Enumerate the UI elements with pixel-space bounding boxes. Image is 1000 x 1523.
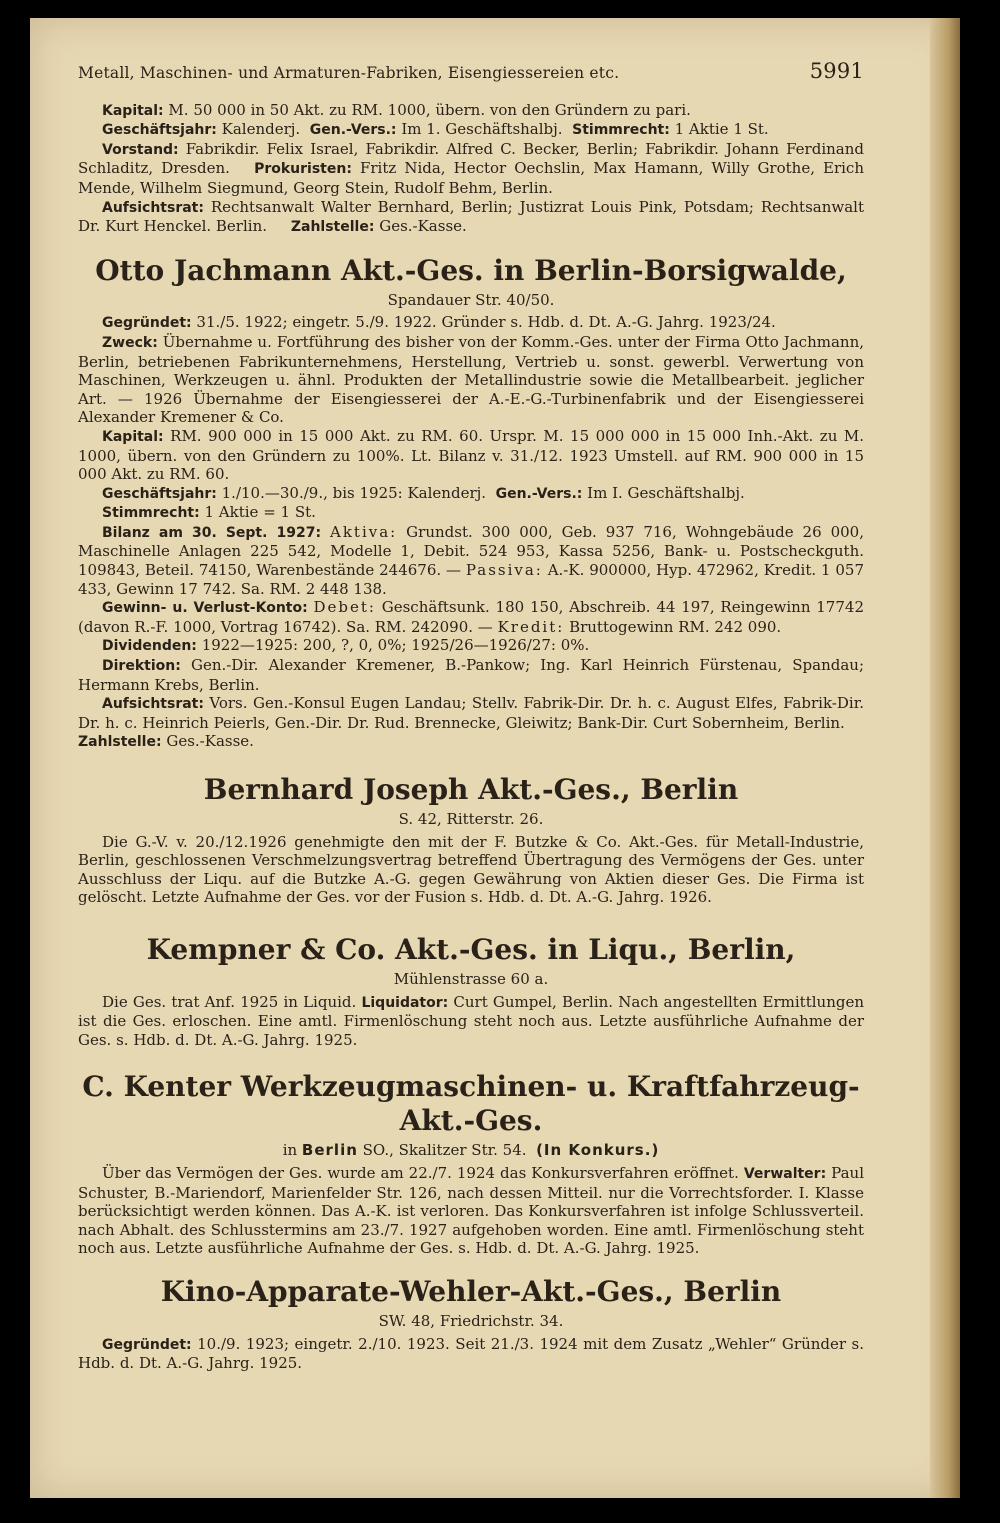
company-title: Kempner & Co. Akt.-Ges. in Liqu., Berlin,	[146, 932, 796, 966]
label: Dividenden:	[102, 638, 197, 655]
label: Zweck:	[102, 334, 158, 351]
label: Aufsichtsrat:	[102, 696, 204, 713]
intro-block	[78, 101, 864, 237]
company-title: Bernhard Joseph Akt.-Ges., Berlin	[203, 773, 739, 806]
label: Gewinn- u. Verlust-Konto:	[102, 600, 308, 617]
label: Vorstand:	[102, 141, 179, 158]
entry-text: Im I. Geschäftshalbj.	[582, 483, 745, 502]
label: Kapital:	[102, 102, 164, 119]
page-edge	[930, 18, 960, 1498]
section-kino-apparate-wehler	[78, 1275, 864, 1373]
entry-text-block	[78, 1164, 864, 1258]
company-address: Spandauer Str. 40/50.	[387, 290, 555, 309]
entry-text: Gen.-Dir. Alexander Kremener, B.-Pankow; Ing. Karl Heinrich Fürstenau, Spandau; Hermann Krebs, Berlin.	[78, 656, 864, 694]
spaced-label: Kredit:	[497, 617, 565, 636]
label: Direktion:	[102, 658, 181, 675]
label: Gen.-Vers.:	[495, 485, 583, 502]
entry-stimmrecht	[78, 503, 864, 523]
spaced-label: Passiva:	[465, 561, 543, 580]
company-address	[78, 1141, 864, 1160]
label: Prokuristen:	[254, 161, 352, 178]
label: Stimmrecht:	[102, 505, 200, 522]
entry-gegruendet	[78, 313, 864, 333]
page-number: 5991	[809, 59, 864, 83]
address-prefix: in	[282, 1141, 302, 1160]
entry-dividenden	[78, 636, 864, 656]
section-kempner	[78, 933, 864, 1049]
spaced-label: Debet:	[313, 598, 376, 617]
company-title: Otto Jachmann Akt.-Ges. in Berlin-Borsigwalde,	[95, 253, 847, 287]
company-address: SW. 48, Friedrichstr. 34.	[378, 1311, 564, 1330]
entry-text: Geschäftsunk. 180 150, Abschreib. 44 197, Reingewinn 17742 (davon R.-F. 1000, Vortrag 16742). Sa. RM. 242090. —	[78, 598, 864, 636]
entry-text: Rechtsanwalt Walter Bernhard, Berlin; Justizrat Louis Pink, Potsdam; Rechtsanwalt Dr. Kurt Henckel. Berlin.	[78, 197, 864, 236]
entry-text: Über das Vermögen der Ges. wurde am 22./7. 1924 das Konkursverfahren eröffnet.	[102, 1163, 739, 1182]
label: Aufsichtsrat:	[102, 199, 204, 216]
entry-text: Bruttogewinn RM. 242 090.	[564, 617, 782, 636]
entry-text: Kalenderj.	[216, 120, 301, 139]
entry-text: Paul Schuster, B.-Mariendorf, Marienfelder Str. 126, nach dessen Mitteil. nur die Vorrechtsforder. I. Klasse berücksichtigt werden können. Das A.-K. ist verloren. Das Konkursverfahren ist infolge Schlussverteil. nach Abhalt. des Schlusstermins am 23./7. 1927 aufgehoben worden. Eine amtl. Firmenlöschung steht noch aus. Letzte ausführliche Aufnahme der Ges. s. Hdb. d. Dt. A.-G. Jahrg. 1925.	[78, 1163, 864, 1258]
entry-kapital	[78, 427, 864, 484]
address-street: SO., Skalitzer Str. 54.	[357, 1141, 527, 1160]
entry-text: Ges.-Kasse.	[161, 732, 254, 751]
entry-aufsichtsrat	[78, 694, 864, 752]
label: Stimmrecht:	[572, 122, 670, 139]
entry-text: A.-K. 900000, Hyp. 472962, Kredit. 1 057 433, Gewinn 17 742. Sa. RM. 2 448 138.	[78, 561, 865, 598]
entry-text: Fabrikdir. Felix Israel, Fabrikdir. Alfred C. Becker, Berlin; Fabrikdir. Johann Ferdinand Schladitz, Dresden.	[78, 139, 864, 178]
entry-text: M. 50 000 in 50 Akt. zu RM. 1000, übern. von den Gründern zu pari.	[163, 100, 691, 119]
label: Liquidator:	[361, 994, 449, 1011]
page-content	[78, 59, 865, 1373]
company-address: Mühlenstrasse 60 a.	[393, 969, 549, 988]
entry-direktion	[78, 656, 864, 694]
intro-kapital	[78, 101, 864, 121]
entry-text: RM. 900 000 in 15 000 Akt. zu RM. 60. Urspr. M. 15 000 000 in 15 000 Inh.-Akt. zu M. 1000, übern. von den Gründern zu 100%. Lt. Bilanz v. 31./12. 1923 Umstell. auf RM. 900 000 in 15 000 Akt. zu RM. 60.	[78, 426, 864, 484]
entry-text: Curt Gumpel, Berlin. Nach angestellten Ermittlungen ist die Ges. erloschen. Eine amtl. Firmenlöschung steht noch aus. Letzte ausführliche Aufnahme der Ges. s. Hdb. d. Dt. A.-G. Jahrg. 1925.	[78, 992, 864, 1049]
entry-geschaeftsjahr	[78, 484, 864, 504]
entry-text-block	[78, 993, 864, 1050]
label: Verwalter:	[743, 1165, 827, 1182]
label: Kapital:	[102, 428, 164, 445]
entry-text: 1 Aktie 1 St.	[669, 120, 769, 139]
entry-text: Übernahme u. Fortführung des bisher von der Komm.-Ges. unter der Firma Otto Jachmann, Berlin, betriebenen Fabrikunternehmens, Herstellung, Vertrieb u. sonst. gewerbl. Verwertung von Maschinen, Werkzeugen u. ähnl. Produkten der Metallindustrie sowie die Metallbearbeit. jeglicher Art. — 1926 Übernahme der Eisengiesserei der A.-E.-G.-Turbinenfabrik und der Eisengiesserei Alexander Kremener & Co.	[78, 332, 864, 427]
running-head-title: Metall, Maschinen- und Armaturen-Fabriken, Eisengiessereien etc.	[78, 64, 620, 82]
section-kenter	[78, 1070, 864, 1258]
entry-text: Ges.-Kasse.	[374, 217, 467, 236]
entry-text: Im 1. Geschäftshalbj.	[396, 120, 563, 139]
address-city: Berlin	[301, 1141, 358, 1160]
label: Gegründet:	[102, 1336, 192, 1353]
company-address: S. 42, Ritterstr. 26.	[398, 810, 544, 828]
entry-gewinn-verlust	[78, 598, 864, 636]
entry-text: 10./9. 1923; eingetr. 2./10. 1923. Seit 21./3. 1924 mit dem Zusatz „Wehler“ Gründer s. Hdb. d. Dt. A.-G. Jahrg. 1925.	[78, 1334, 864, 1373]
label: Zahlstelle:	[78, 734, 162, 751]
label: Bilanz am 30. Sept. 1927:	[102, 524, 322, 541]
label: Geschäftsjahr:	[102, 122, 217, 139]
entry-text: 1922—1925: 200, ?, 0, 0%; 1925/26—1926/27: 0%.	[196, 636, 590, 655]
entry-text: 1 Aktie = 1 St.	[199, 503, 316, 522]
intro-vorstand	[78, 140, 864, 198]
intro-geschaeftsjahr	[78, 120, 864, 140]
entry-text: 31./5. 1922; eingetr. 5./9. 1922. Gründer s. Hdb. d. Dt. A.-G. Jahrg. 1923/24.	[191, 313, 776, 332]
label: Zahlstelle:	[290, 219, 375, 236]
entry-text-block	[78, 1335, 864, 1373]
entry-text-block: Die G.-V. v. 20./12.1926 genehmigte den mit der F. Butzke & Co. Akt.-Ges. für Metall-Industrie, Berlin, geschlossenen Verschmelzungsvertrag betreffend Übertragung des Vermögens der Ges. unter Ausschluss der Liqu. auf die Butzke A.-G. gegen Gewährung von Aktien dieser Ges. Die Firma ist gelöscht. Letzte Aufnahme der Ges. vor der Fusion s. Hdb. d. Dt. A.-G. Jahrg. 1926.	[78, 832, 864, 907]
spaced-label: Aktiva:	[330, 522, 398, 541]
section-otto-jachmann	[78, 254, 864, 752]
running-head	[78, 59, 864, 83]
entry-text: Grundst. 300 000, Geb. 937 716, Wohngebäude 26 000, Maschinelle Anlagen 225 542, Modelle 1, Debit. 524 953, Kassa 5256, Bank- u. Postscheckguth. 109843, Beteil. 74150, Warenbestände 244676. —	[78, 522, 864, 580]
entry-zweck	[78, 333, 864, 427]
company-title: C. Kenter Werkzeugmaschinen- u. Kraftfahrzeug-Akt.-Ges.	[82, 1070, 860, 1138]
entry-text: 1./10.—30./9., bis 1925: Kalenderj.	[216, 483, 487, 502]
label: Geschäftsjahr:	[102, 485, 217, 502]
entry-text: Die Ges. trat Anf. 1925 in Liquid.	[102, 992, 357, 1011]
label: Gen.-Vers.:	[309, 122, 397, 139]
section-bernhard-joseph	[78, 773, 864, 907]
intro-aufsichtsrat	[78, 198, 864, 237]
company-title: Kino-Apparate-Wehler-Akt.-Ges., Berlin	[160, 1274, 782, 1308]
entry-text: Vors. Gen.-Konsul Eugen Landau; Stellv. Fabrik-Dir. Dr. h. c. August Elfes, Fabrik-Dir. Dr. h. c. Heinrich Peierls, Gen.-Dir. Dr. Rud. Brennecke, Gleiwitz; Bank-Dir. Curt Sobernheim, Berlin.	[78, 694, 864, 732]
entry-text: Fritz Nida, Hector Oechslin, Max Hamann, Willy Grothe, Erich Mende, Wilhelm Siegmund, Georg Stein, Rudolf Behm, Berlin.	[78, 159, 864, 197]
label: Gegründet:	[102, 315, 192, 332]
konkurs-note: (In Konkurs.)	[536, 1141, 660, 1160]
entry-bilanz	[78, 523, 864, 598]
